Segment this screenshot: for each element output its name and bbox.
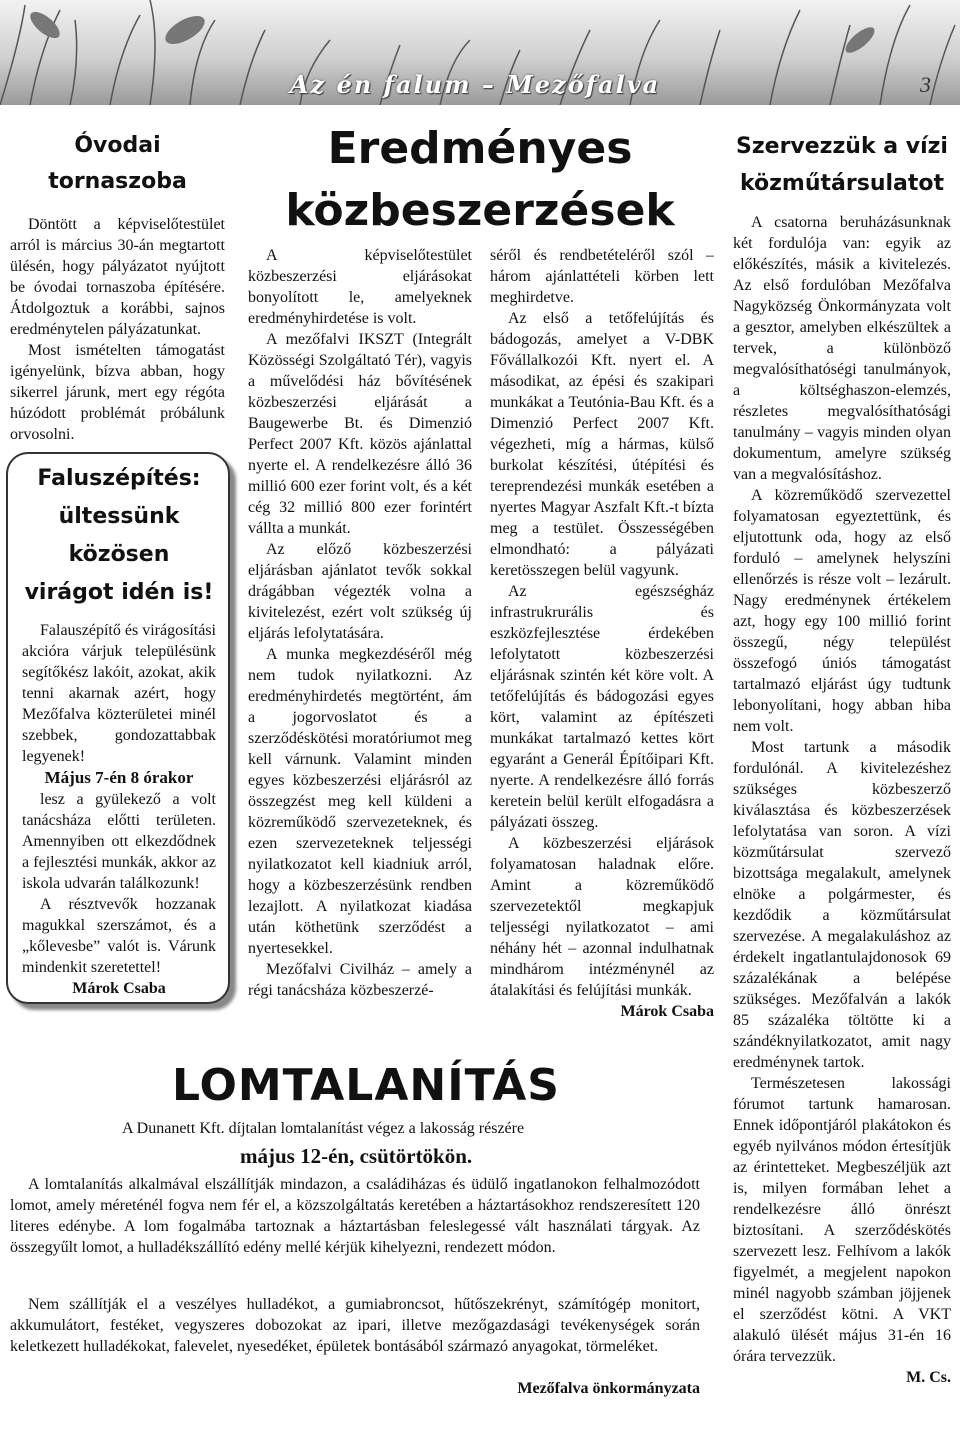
eredmenyes-paragraph: A képviselőtestület közbeszerzési eljárásokat bonyolított le, amelyeknek eredményhirdetése is volt.	[248, 247, 472, 327]
eredmenyes-paragraph: Az előző közbeszerzési eljárásban ajánlatot tevők sokkal drágábban végezték volna a kivitelezést, ezért volt szükség új eljárás lefolytatására.	[248, 541, 472, 642]
eredmenyes-paragraph: A közbeszerzési eljárások folyamatosan haladnak előre. Amint a közreműködő szervezetektől megkapjuk teljességi nyilatkozatot – ami néhány hét – azonnal indulhatnak mindhárom intézménynél az átalakítási és felújítási munkák.	[490, 835, 714, 999]
szervezzuk-article	[733, 128, 951, 1388]
lomtalanitas-signature: Mezőfalva önkormányzata	[517, 1380, 700, 1397]
eredmenyes-signature: Márok Csaba	[620, 1003, 714, 1020]
faluszepites-paragraph: Falauszépítő és virágosítási akcióra várjuk településünk segítőkész lakóit, azokat, akik tenni akarnak azért, hogy Mezőfalva közterületei minél szebbek, gondozattabbak legyenek!	[22, 622, 216, 765]
lomtalanitas-subtitle: A Dunanett Kft. díjtalan lomtalanítást végez a lakosság részére	[122, 1120, 525, 1137]
szervezzuk-title: Szervezzük a vízi közműtársulatot	[736, 134, 948, 196]
ovodai-article	[10, 128, 225, 445]
lomtalanitas-date: május 12-én, csütörtökön.	[240, 1144, 473, 1168]
lomtalanitas-paragraph: A lomtalanítás alkalmával elszállítják mindazon, a családiházas és üdülő ingatlanokon felhalmozódott lomot, amely méreténél fogva nem fér el, a közszolgáltatás keretében a háztartásokhoz rendszeresített 120 literes edénybe. A lom fogalmába tartoznak a háztartásban feleslegessé vált használati tárgyak. Az összegyűlt lomot, a hulladékszállító edény mellé kérjük kihelyezni, rendezett módon.	[10, 1176, 700, 1256]
eredmenyes-paragraph: Az első a tetőfelújítás és bádogozás, amelyet a V-DBK Fővállalkozói Kft. nyert el. A másodikat, az épési és szakipari munkákat a Teutónia-Bau Kft. és a Dimenzió Perfect 2007 Kft. végezheti, míg a hármas, külső burkolat készítési, útépítési és tereprendezési munkák esetében a nyertes Magyar Aszfalt Kft.-t bízta meg a testület. Összességében elmondható: a pályázati keretösszegen belül vagyunk.	[490, 310, 714, 579]
lomtalanitas-title: LOMTALANÍTÁS	[172, 1060, 560, 1111]
eredmenyes-column-a	[248, 245, 472, 1001]
page-header-banner	[0, 0, 960, 105]
lomtalanitas-paragraph: Nem szállítják el a veszélyes hulladékot, a gumiabroncsot, hűtőszekrényt, számítógép monitort, akkumulátort, festéket, vegyszeres dobozokat az ipari, illetve mezőgazdasági tevékenységek során keletkezett hulladékokat, falevelet, nyesedéket, épületek bontásából származó anyagokat, törmeléket.	[10, 1296, 700, 1355]
ovodai-paragraph: Most ismételten támogatást igényelünk, bízva abban, hogy sikerrel járunk, mert egy régóta húzódott problémát próbálunk orvosolni.	[10, 342, 225, 443]
ovodai-title: Óvodai tornaszoba	[48, 133, 187, 194]
eredmenyes-title: Eredményes közbeszerzések	[285, 123, 675, 236]
page-number: 3	[920, 72, 931, 97]
faluszepites-box	[6, 452, 230, 1004]
faluszepites-paragraph: lesz a gyülekező a volt tanácsháza előtti területen. Amennyiben ott elkezdődnek a fejlesztési munkák, akkor az iskola udvarán találkozunk!	[22, 791, 216, 892]
running-header-title: Az én falum – Mezőfalva	[290, 70, 661, 99]
eredmenyes-paragraph: séről és rendbetételéről szól – három ajánlattételi körben lett meghirdetve.	[490, 247, 714, 306]
faluszepites-title: Faluszépítés: ültessünk közösen virágot idén is!	[24, 466, 214, 605]
faluszepites-paragraph: A résztvevők hozzanak magukkal szerszámot, és a „kőlevesbe” valót is. Várunk mindenkit szeretettel!	[22, 896, 216, 976]
ovodai-paragraph: Döntött a képviselőtestület arról is március 30-án megtartott ülésén, hogy pályázatot nyújtott be óvodai tornaszoba építésére. Átdolgoztuk a korábbi, sajnos eredménytelen pályázatunkat.	[10, 216, 225, 338]
szervezzuk-paragraph: A csatorna beruházásunknak két fordulója van: egyik az előkészítés, másik a kivitelezés. Az első fordulóban Mezőfalva Nagyközség Önkormányzata volt a gesztor, amelyben elkészültek a tervek, a különböző megvalósíthatóségi tanulmányok, a költséghaszon-elemzés, részletes megvalósíthatósági tanulmány – vagyis minden olyan dokumentum, amelyre szükség van a megvalósításhoz.	[733, 214, 951, 483]
faluszepites-signature: Márok Csaba	[72, 980, 166, 997]
lomtalanitas-body-2	[10, 1294, 700, 1357]
szervezzuk-signature: M. Cs.	[906, 1369, 951, 1386]
lomtalanitas-body	[10, 1174, 700, 1258]
faluszepites-date: Május 7-én 8 órakor	[44, 768, 194, 787]
eredmenyes-paragraph: Az egészségház infrastrukrurális és eszközfejlesztése érdekében lefolytatott közbeszerzési eljárásnak szintén két köre volt. A tetőfelújítás és bádogozási egyes kört, valamint az építészeti munkákat tartalmazó kettes kört egyaránt a Generál Építőipari Kft. nyerte. A rendelkezésre álló forrás keretein belül került elfogadásra a pályázati összeg.	[490, 583, 714, 831]
szervezzuk-paragraph: Természetesen lakossági fórumot tartunk hamarosan. Ennek időpontjáról plakátokon és egyéb nyilvános módon értesítjük az érintetteket. Megbeszéljük azt is, milyen formában lehet a rendelkezésre álló önrészt biztosítani. A szerződéskötés szervezett lesz. Felhívom a lakók figyelmét, a megjelent napokon minél nagyobb számban jöjjenek el szerződést kötni. A VKT alakuló ülését május 31-én 16 órára tervezzük.	[733, 1075, 951, 1365]
szervezzuk-paragraph: Most tartunk a második fordulónál. A kivitelezéshez szükséges közbeszerző kiválasztása és közbeszerzések lefolytatása van soron. A vízi közműtársulat szervező bizottsága megalakult, amelynek elnöke a polgármester, és kezdődik a közműtársulat szervezése. A megalakuláshoz az érdekelt ingatlantulajdonosok 69 százalékának a belépése szükséges. Mezőfalván a lakók 85 százaléka töltötte ki a szándéknyilatkozatot, amit nagy eredménynek tartok.	[733, 739, 951, 1071]
eredmenyes-paragraph: A mezőfalvi IKSZT (Integrált Közösségi Szolgáltató Tér), vagyis a művelődési ház bővítésének közbeszerzési eljárását a Baugewerbe Bt. és Dimenzió Perfect 2007 Kft. közös ajánlattal nyerte el. A rendelkezésre álló 36 millió 600 ezer forint volt, és a két cég 32 millió 800 ezer forintért vállta a munkát.	[248, 331, 472, 537]
eredmenyes-column-b	[490, 245, 714, 1022]
szervezzuk-paragraph: A közreműködő szervezettel folyamatosan egyeztettünk, és eljutottunk oda, hogy az első forduló – amelynek helyszíni ellenőrzés is része volt – lezárult. Nagy eredménynek értékelem azt, hogy egy 100 millió forint összegű, négy települést összefogó úniós támogatást tartalmazó eljárást úgy tudtunk lebonyolítani, hogy abban hiba nem volt.	[733, 487, 951, 735]
eredmenyes-paragraph: A munka megkezdéséről még nem tudok nyilatkozni. Az eredményhirdetés megtörtént, ám a jogorvoslatot és a szerződéskötési moratóriumot meg kell várnunk. Valamint minden egyes közbeszerzési eljárásról az összegzést meg kell küldeni a közreműködő szervezeteknek, és ezen szervezeteknek teljességi nyilatkozatot kell kiadniuk arról, hogy a közbeszerzésünk rendben lezajlott. A nyilatkozat kiadása után köthetünk szerződést a nyertesekkel.	[248, 646, 472, 957]
eredmenyes-paragraph: Mezőfalvi Civilház – amely a régi tanácsháza közbeszerzé-	[248, 961, 472, 999]
